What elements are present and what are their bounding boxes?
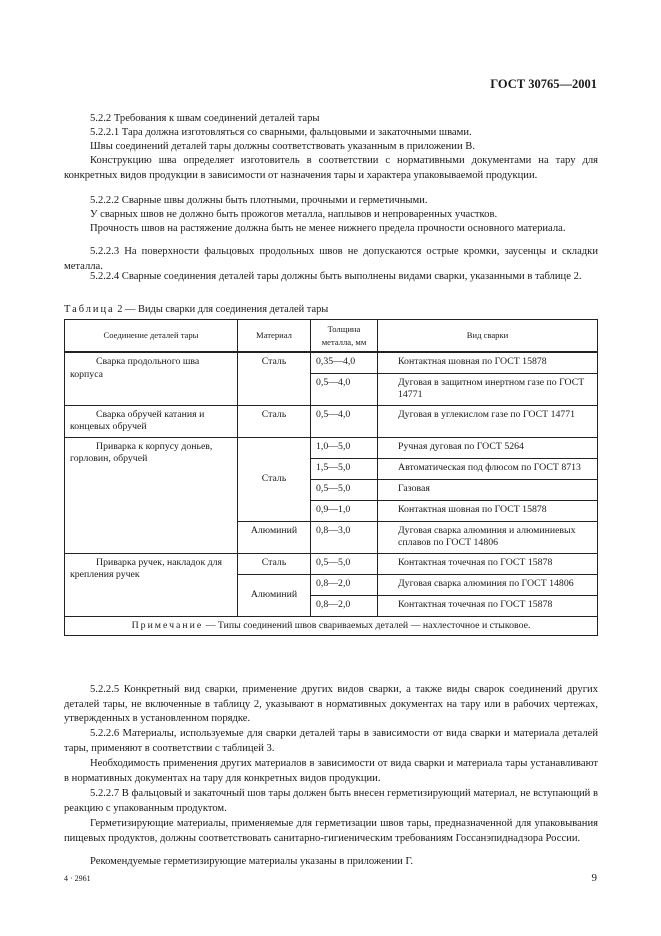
cell-welding-kind: Контактная точечная по ГОСТ 15878 xyxy=(378,553,598,574)
table-row xyxy=(65,437,598,458)
cell-welding-kind: Газовая xyxy=(378,479,598,500)
cell-welding-kind: Дуговая сварка алюминия и алюминиевых сплавов по ГОСТ 14806 xyxy=(378,521,598,553)
table-note-row xyxy=(65,616,598,636)
paragraph: Герметизирующие материалы, применяемые для герметизации швов тары, предназначенной для упаковывания пищевых продуктов, должны соответствовать санитарно-гигиеническим требованиям Госсанэпиднадзора России. xyxy=(64,818,598,844)
paragraph: У сварных швов не должно быть прожогов металла, наплывов и непроваренных участков. xyxy=(90,209,498,220)
paragraph: Рекомендуемые герметизирующие материалы указаны в приложении Г. xyxy=(90,856,414,867)
cell-welding-kind: Контактная шовная по ГОСТ 15878 xyxy=(378,352,598,373)
paragraph: Прочность швов на растяжение должна быть не менее нижнего предела прочности основного материала. xyxy=(90,223,566,234)
paragraph: 5.2.2.7 В фальцовый и закаточный шов тары должен быть внесен герметизирующий материал, не вступающий в реакцию с упакованным продуктом. xyxy=(64,788,598,814)
paragraph: 5.2.2.2 Сварные швы должны быть плотными, прочными и герметичными. xyxy=(90,195,428,206)
table-caption xyxy=(64,304,328,315)
cell-material: Сталь xyxy=(238,352,311,405)
cell-material: Алюминий xyxy=(238,521,311,553)
cell-welding-kind: Дуговая сварка алюминия по ГОСТ 14806 xyxy=(378,574,598,595)
page-number: 9 xyxy=(591,872,597,884)
table-header-row xyxy=(65,320,598,353)
paragraph: 5.2.2.1 Тара должна изготовляться со сварными, фальцовыми и закаточными швами. xyxy=(90,127,472,138)
paragraph: Необходимость применения других материалов в зависимости от вида сварки и материала тары устанавливают в нормативных документах на тару для конкретных видов продукции. xyxy=(64,758,598,784)
header-joint: Соединение деталей тары xyxy=(65,320,238,353)
cell-thickness: 0,5—4,0 xyxy=(311,405,378,437)
cell-joint: Приварка ручек, накладок для крепления ручек xyxy=(65,553,238,616)
cell-thickness: 1,5—5,0 xyxy=(311,458,378,479)
cell-thickness: 0,5—5,0 xyxy=(311,553,378,574)
header-material: Материал xyxy=(238,320,311,353)
paragraph: Конструкцию шва определяет изготовитель в соответствии с нормативными документами на тару для конкретных видов продукции в зависимости от назначения тары и характера упаковываемой продукции. xyxy=(64,155,598,181)
paragraph: 5.2.2.4 Сварные соединения деталей тары должны быть выполнены видами сварки, указанными в таблице 2. xyxy=(90,271,582,282)
cell-material: Алюминий xyxy=(238,574,311,616)
cell-welding-kind: Автоматическая под флюсом по ГОСТ 8713 xyxy=(378,458,598,479)
cell-thickness: 0,35—4,0 xyxy=(311,352,378,373)
table-row xyxy=(65,553,598,574)
cell-material: Сталь xyxy=(238,405,311,437)
cell-thickness: 0,5—4,0 xyxy=(311,373,378,405)
cell-material: Сталь xyxy=(238,437,311,521)
standard-number: ГОСТ 30765—2001 xyxy=(490,77,597,91)
paragraph: 5.2.2.3 На поверхности фальцовых продольных швов не допускаются острые кромки, заусенцы и складки металла. xyxy=(64,246,598,272)
header-thickness: Толщина металла, мм xyxy=(311,320,378,353)
table-note-word: Примечание xyxy=(131,619,204,631)
cell-thickness: 0,5—5,0 xyxy=(311,479,378,500)
table-caption-word: Таблица xyxy=(64,304,115,315)
table-note-text: — Типы соединений швов свариваемых деталей — нахлесточное и стыковое. xyxy=(205,619,531,631)
table-note xyxy=(65,616,598,636)
cell-welding-kind: Ручная дуговая по ГОСТ 5264 xyxy=(378,437,598,458)
cell-material: Сталь xyxy=(238,553,311,574)
cell-thickness: 1,0—5,0 xyxy=(311,437,378,458)
header-welding-kind: Вид сварки xyxy=(378,320,598,353)
table-caption-text: 2 — Виды сварки для соединения деталей тары xyxy=(117,304,329,315)
paragraph: 5.2.2.5 Конкретный вид сварки, применение других видов сварки, а также виды сварок соединений других деталей тары, не включенные в таблицу 2, указывают в нормативных документах на тару или в рабочих чертежах, утвержденных в установленном порядке. xyxy=(64,684,598,724)
paragraph: 5.2.2.6 Материалы, используемые для сварки деталей тары в зависимости от вида сварки и материала деталей тары, применяют в соответствии с таблицей 3. xyxy=(64,728,598,754)
cell-thickness: 0,8—2,0 xyxy=(311,574,378,595)
paragraph: 5.2.2 Требования к швам соединений деталей тары xyxy=(90,113,320,124)
cell-thickness: 0,9—1,0 xyxy=(311,500,378,521)
cell-thickness: 0,8—2,0 xyxy=(311,595,378,616)
cell-joint: Сварка продольного шва корпуса xyxy=(65,352,238,405)
print-code: 4 · 2961 xyxy=(64,874,91,883)
table-row xyxy=(65,405,598,437)
cell-welding-kind: Контактная шовная по ГОСТ 15878 xyxy=(378,500,598,521)
cell-welding-kind: Дуговая в углекислом газе по ГОСТ 14771 xyxy=(378,405,598,437)
cell-thickness: 0,8—3,0 xyxy=(311,521,378,553)
cell-welding-kind: Контактная точечная по ГОСТ 15878 xyxy=(378,595,598,616)
cell-welding-kind: Дуговая в защитном инертном газе по ГОСТ 14771 xyxy=(378,373,598,405)
welding-types-table xyxy=(64,319,598,636)
table-row xyxy=(65,352,598,373)
cell-joint: Приварка к корпусу доньев, горловин, обручей xyxy=(65,437,238,553)
cell-joint: Сварка обручей катания и концевых обручей xyxy=(65,405,238,437)
paragraph: Швы соединений деталей тары должны соответствовать указанным в приложении В. xyxy=(90,141,475,152)
